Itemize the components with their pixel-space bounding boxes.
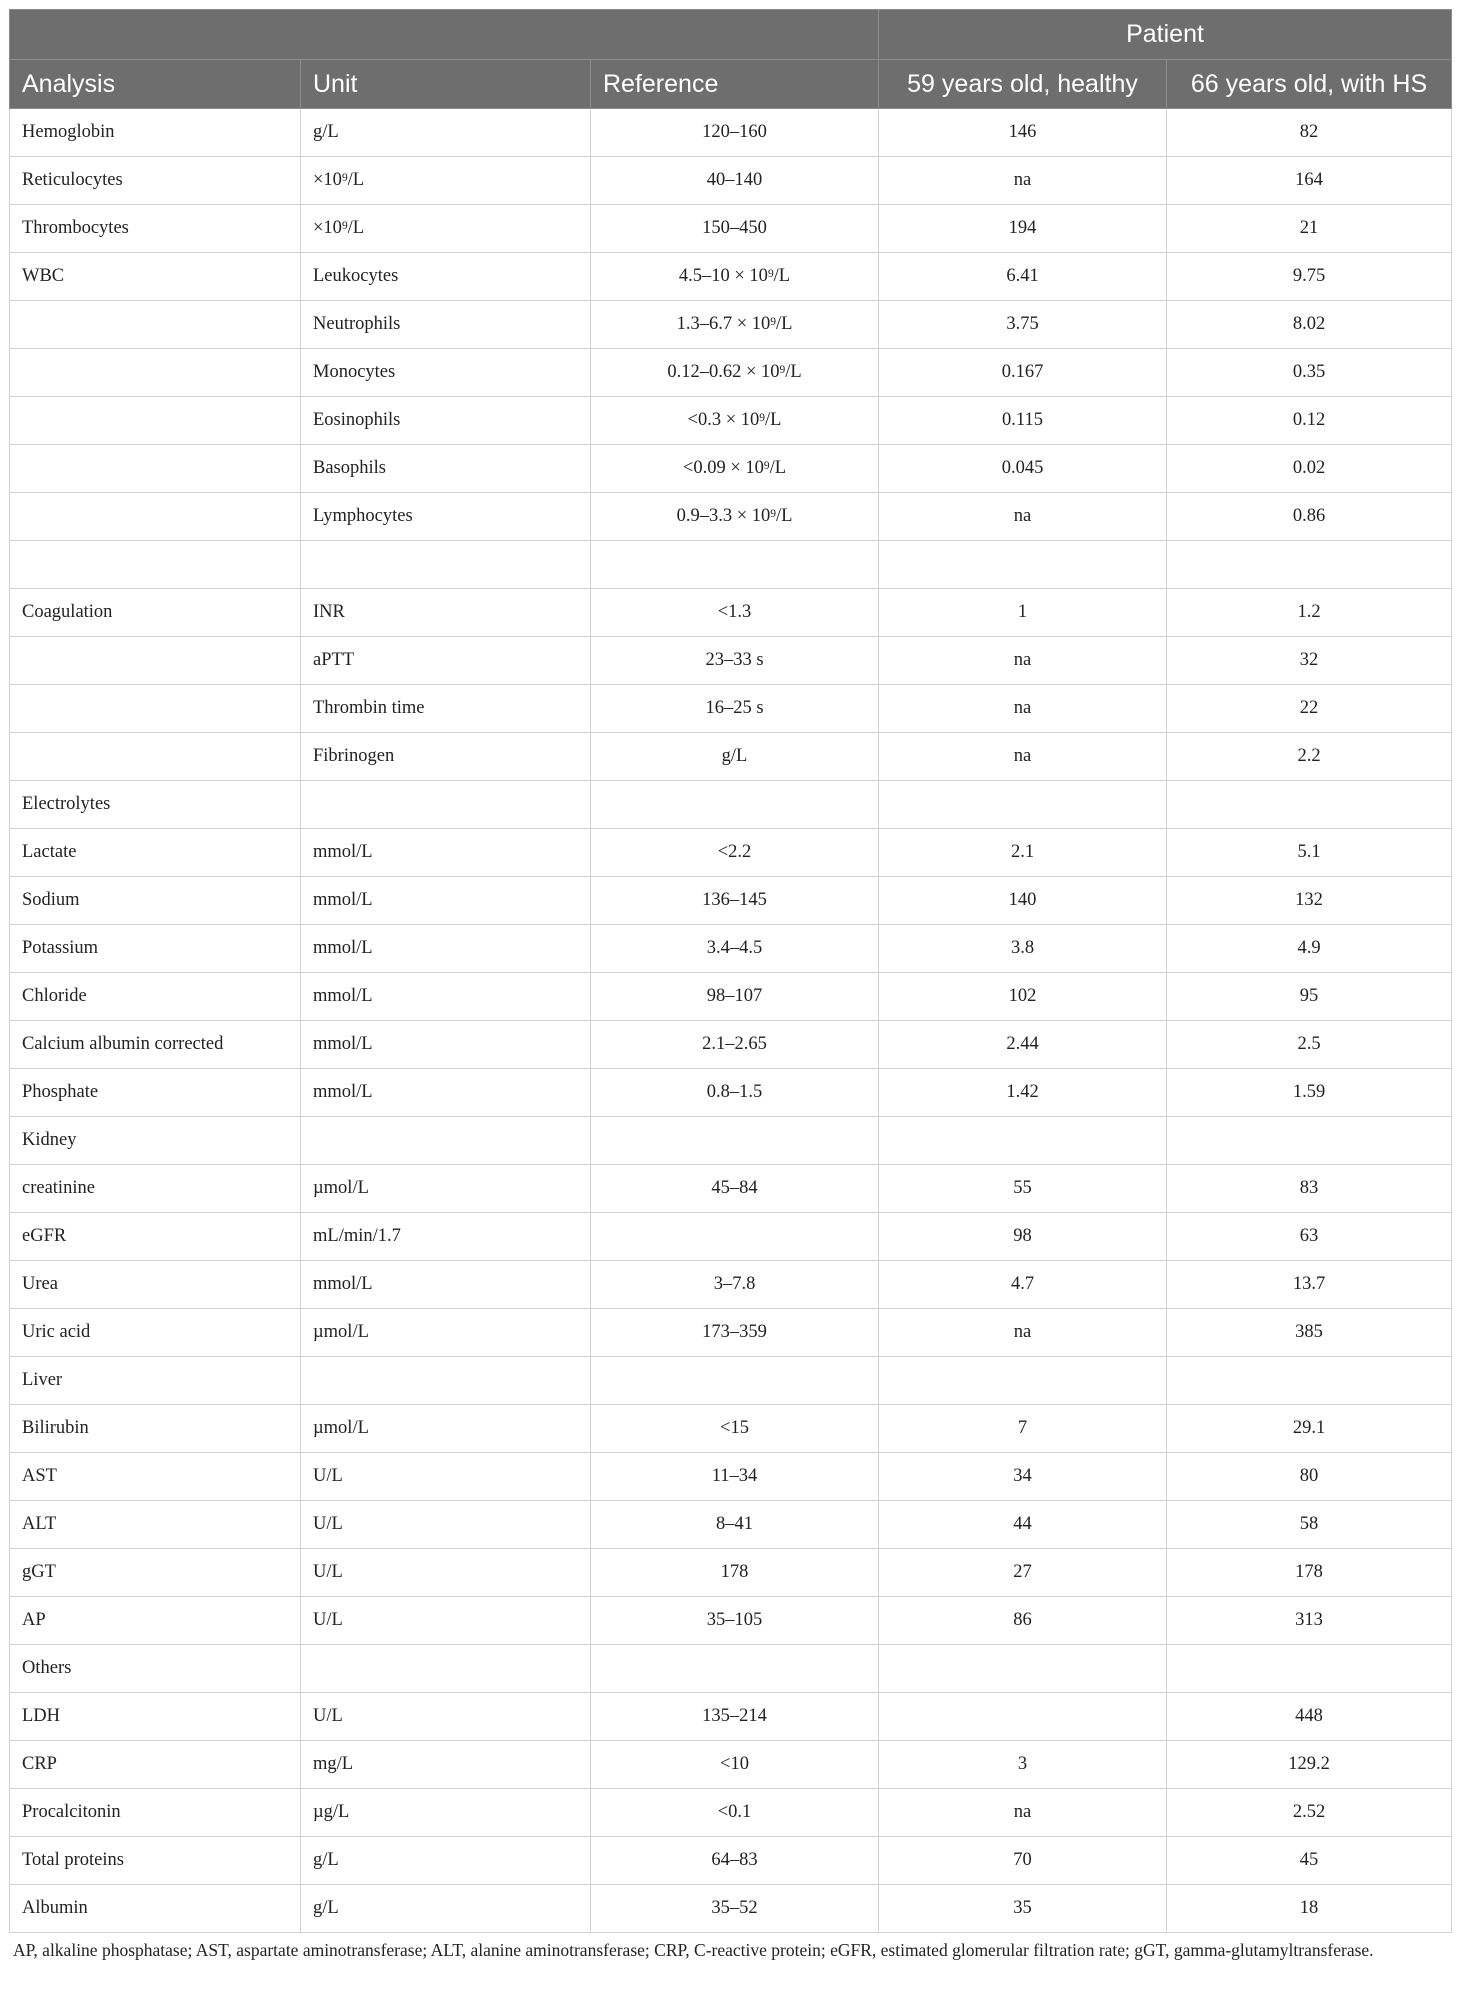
- cell-reference: <15: [591, 1405, 879, 1453]
- cell-unit: INR: [301, 589, 591, 637]
- cell-reference: 0.8–1.5: [591, 1069, 879, 1117]
- table-container: [9, 9, 1451, 1962]
- cell-unit: Thrombin time: [301, 685, 591, 733]
- cell-unit: $\times 10^9/L$: [301, 205, 591, 253]
- cell-unit: U/L: [301, 1549, 591, 1597]
- cell-healthy: 70: [879, 1837, 1167, 1885]
- header-group-spacer: [10, 10, 879, 60]
- cell-reference: $0.9-3.3 \times 10^9/L$: [591, 493, 879, 541]
- cell-reference: 2.1–2.65: [591, 1021, 879, 1069]
- table-row: [10, 1069, 1452, 1117]
- table-row: [10, 1597, 1452, 1645]
- cell-hs: 448: [1167, 1693, 1452, 1741]
- cell-healthy: 2.1: [879, 829, 1167, 877]
- cell-reference: 150–450: [591, 205, 879, 253]
- cell-reference: 35–52: [591, 1885, 879, 1933]
- table-row: [10, 541, 1452, 589]
- cell-healthy: na: [879, 733, 1167, 781]
- table-row: [10, 493, 1452, 541]
- cell-analysis: Coagulation: [10, 589, 301, 637]
- cell-healthy: [879, 541, 1167, 589]
- cell-analysis: gGT: [10, 1549, 301, 1597]
- header-group-patient: Patient: [879, 10, 1452, 60]
- cell-reference: $1.3-6.7 \times 10^9/L$: [591, 301, 879, 349]
- cell-unit: mmol/L: [301, 1261, 591, 1309]
- cell-hs: 1.59: [1167, 1069, 1452, 1117]
- cell-hs: 13.7: [1167, 1261, 1452, 1309]
- cell-hs: 95: [1167, 973, 1452, 1021]
- cell-unit: [301, 1645, 591, 1693]
- cell-hs: 129.2: [1167, 1741, 1452, 1789]
- table-row: [10, 1789, 1452, 1837]
- cell-healthy: 86: [879, 1597, 1167, 1645]
- cell-reference: 178: [591, 1549, 879, 1597]
- table-row: [10, 877, 1452, 925]
- table-row: [10, 1453, 1452, 1501]
- cell-hs: [1167, 541, 1452, 589]
- cell-analysis: Uric acid: [10, 1309, 301, 1357]
- table-row: [10, 829, 1452, 877]
- cell-hs: 2.5: [1167, 1021, 1452, 1069]
- cell-reference: $<0.3 \times 10^9/L$: [591, 397, 879, 445]
- cell-unit: mmol/L: [301, 1069, 591, 1117]
- cell-healthy: 102: [879, 973, 1167, 1021]
- header-column-row: [10, 60, 1452, 109]
- table-row: [10, 733, 1452, 781]
- cell-healthy: 55: [879, 1165, 1167, 1213]
- table-row: [10, 397, 1452, 445]
- cell-unit: µmol/L: [301, 1165, 591, 1213]
- cell-healthy: 44: [879, 1501, 1167, 1549]
- cell-hs: 29.1: [1167, 1405, 1452, 1453]
- cell-analysis: Total proteins: [10, 1837, 301, 1885]
- cell-healthy: 7: [879, 1405, 1167, 1453]
- cell-hs: 2.2: [1167, 733, 1452, 781]
- cell-analysis: Reticulocytes: [10, 157, 301, 205]
- cell-analysis: Electrolytes: [10, 781, 301, 829]
- cell-hs: 0.35: [1167, 349, 1452, 397]
- cell-analysis: Liver: [10, 1357, 301, 1405]
- cell-analysis: Others: [10, 1645, 301, 1693]
- cell-hs: 4.9: [1167, 925, 1452, 973]
- table-row: [10, 1165, 1452, 1213]
- table-row: [10, 685, 1452, 733]
- cell-unit: mmol/L: [301, 877, 591, 925]
- cell-unit: [301, 1357, 591, 1405]
- cell-hs: 32: [1167, 637, 1452, 685]
- cell-reference: 173–359: [591, 1309, 879, 1357]
- cell-analysis: [10, 301, 301, 349]
- cell-reference: 135–214: [591, 1693, 879, 1741]
- table-row: [10, 1117, 1452, 1165]
- cell-healthy: 0.167: [879, 349, 1167, 397]
- cell-healthy: 3: [879, 1741, 1167, 1789]
- cell-reference: <2.2: [591, 829, 879, 877]
- cell-hs: 178: [1167, 1549, 1452, 1597]
- cell-healthy: 146: [879, 109, 1167, 157]
- cell-reference: 64–83: [591, 1837, 879, 1885]
- cell-healthy: 140: [879, 877, 1167, 925]
- table-row: [10, 1309, 1452, 1357]
- cell-healthy: 34: [879, 1453, 1167, 1501]
- cell-unit: Monocytes: [301, 349, 591, 397]
- cell-hs: 132: [1167, 877, 1452, 925]
- cell-hs: 22: [1167, 685, 1452, 733]
- cell-reference: [591, 1645, 879, 1693]
- cell-hs: 45: [1167, 1837, 1452, 1885]
- cell-unit: U/L: [301, 1501, 591, 1549]
- table-row: [10, 1405, 1452, 1453]
- cell-analysis: LDH: [10, 1693, 301, 1741]
- cell-analysis: Sodium: [10, 877, 301, 925]
- cell-hs: 1.2: [1167, 589, 1452, 637]
- cell-unit: U/L: [301, 1597, 591, 1645]
- cell-analysis: [10, 733, 301, 781]
- cell-healthy: 3.8: [879, 925, 1167, 973]
- cell-analysis: WBC: [10, 253, 301, 301]
- table-row: [10, 253, 1452, 301]
- table-row: [10, 349, 1452, 397]
- cell-healthy: [879, 1645, 1167, 1693]
- column-header-reference: Reference: [591, 60, 879, 109]
- cell-unit: U/L: [301, 1453, 591, 1501]
- table-row: [10, 589, 1452, 637]
- cell-reference: [591, 781, 879, 829]
- table-row: [10, 157, 1452, 205]
- table-footnote: AP, alkaline phosphatase; AST, aspartate aminotransferase; ALT, alanine aminotransferase; CRP, C-reactive protein; eGFR, estimated glomerular filtration rate; gGT, gamma-glutamyltransferase.: [13, 1940, 1374, 1960]
- cell-unit: aPTT: [301, 637, 591, 685]
- cell-reference: <1.3: [591, 589, 879, 637]
- cell-hs: 8.02: [1167, 301, 1452, 349]
- table-row: [10, 1837, 1452, 1885]
- cell-hs: 9.75: [1167, 253, 1452, 301]
- cell-reference: g/L: [591, 733, 879, 781]
- cell-analysis: AP: [10, 1597, 301, 1645]
- table-row: [10, 781, 1452, 829]
- cell-healthy: [879, 1693, 1167, 1741]
- cell-healthy: 194: [879, 205, 1167, 253]
- cell-hs: [1167, 1357, 1452, 1405]
- header-group-row: [10, 10, 1452, 60]
- cell-analysis: Chloride: [10, 973, 301, 1021]
- cell-analysis: Phosphate: [10, 1069, 301, 1117]
- cell-hs: 83: [1167, 1165, 1452, 1213]
- cell-reference: 16–25 s: [591, 685, 879, 733]
- table-body: [10, 109, 1452, 1933]
- cell-reference: <10: [591, 1741, 879, 1789]
- cell-unit: Fibrinogen: [301, 733, 591, 781]
- lab-results-table: [9, 9, 1452, 1933]
- column-header-analysis: Analysis: [10, 60, 301, 109]
- cell-unit: $\times 10^9/L$: [301, 157, 591, 205]
- table-row: [10, 1741, 1452, 1789]
- cell-healthy: 35: [879, 1885, 1167, 1933]
- cell-reference: 3–7.8: [591, 1261, 879, 1309]
- cell-reference: 120–160: [591, 109, 879, 157]
- table-row: [10, 1501, 1452, 1549]
- cell-hs: 385: [1167, 1309, 1452, 1357]
- cell-analysis: Urea: [10, 1261, 301, 1309]
- column-header-unit: Unit: [301, 60, 591, 109]
- cell-unit: g/L: [301, 1837, 591, 1885]
- cell-analysis: ALT: [10, 1501, 301, 1549]
- cell-unit: µg/L: [301, 1789, 591, 1837]
- column-header-patient-healthy: 59 years old, healthy: [879, 60, 1167, 109]
- cell-analysis: [10, 349, 301, 397]
- cell-reference: <0.1: [591, 1789, 879, 1837]
- table-row: [10, 637, 1452, 685]
- cell-unit: Eosinophils: [301, 397, 591, 445]
- table-row: [10, 109, 1452, 157]
- cell-reference: $0.12-0.62 \times 10^9/L$: [591, 349, 879, 397]
- cell-hs: 82: [1167, 109, 1452, 157]
- cell-reference: 136–145: [591, 877, 879, 925]
- table-row: [10, 973, 1452, 1021]
- cell-healthy: 98: [879, 1213, 1167, 1261]
- cell-healthy: 3.75: [879, 301, 1167, 349]
- cell-hs: 5.1: [1167, 829, 1452, 877]
- cell-hs: 58: [1167, 1501, 1452, 1549]
- cell-analysis: Thrombocytes: [10, 205, 301, 253]
- cell-reference: $4.5-10 \times 10^9/L$: [591, 253, 879, 301]
- cell-unit: mmol/L: [301, 973, 591, 1021]
- table-row: [10, 1261, 1452, 1309]
- cell-unit: mmol/L: [301, 925, 591, 973]
- cell-healthy: na: [879, 685, 1167, 733]
- cell-healthy: na: [879, 637, 1167, 685]
- column-header-patient-hs: 66 years old, with HS: [1167, 60, 1452, 109]
- cell-hs: 164: [1167, 157, 1452, 205]
- table-row: [10, 205, 1452, 253]
- cell-healthy: [879, 1117, 1167, 1165]
- cell-healthy: 27: [879, 1549, 1167, 1597]
- cell-reference: [591, 1357, 879, 1405]
- cell-reference: $<0.09 \times 10^9/L$: [591, 445, 879, 493]
- cell-analysis: [10, 445, 301, 493]
- cell-analysis: [10, 397, 301, 445]
- cell-unit: mL/min/1.7: [301, 1213, 591, 1261]
- cell-analysis: Albumin: [10, 1885, 301, 1933]
- cell-hs: 2.52: [1167, 1789, 1452, 1837]
- cell-unit: Neutrophils: [301, 301, 591, 349]
- cell-unit: [301, 541, 591, 589]
- cell-hs: 18: [1167, 1885, 1452, 1933]
- cell-reference: 8–41: [591, 1501, 879, 1549]
- cell-analysis: [10, 541, 301, 589]
- table-row: [10, 925, 1452, 973]
- cell-hs: 0.86: [1167, 493, 1452, 541]
- cell-healthy: na: [879, 1309, 1167, 1357]
- cell-unit: Basophils: [301, 445, 591, 493]
- cell-analysis: Bilirubin: [10, 1405, 301, 1453]
- cell-hs: 313: [1167, 1597, 1452, 1645]
- table-row: [10, 1549, 1452, 1597]
- table-header: [10, 10, 1452, 109]
- cell-analysis: Procalcitonin: [10, 1789, 301, 1837]
- cell-hs: 21: [1167, 205, 1452, 253]
- cell-analysis: [10, 637, 301, 685]
- cell-analysis: eGFR: [10, 1213, 301, 1261]
- cell-analysis: Hemoglobin: [10, 109, 301, 157]
- cell-reference: 23–33 s: [591, 637, 879, 685]
- cell-unit: mmol/L: [301, 1021, 591, 1069]
- cell-reference: [591, 541, 879, 589]
- cell-healthy: 4.7: [879, 1261, 1167, 1309]
- cell-healthy: 1.42: [879, 1069, 1167, 1117]
- cell-healthy: [879, 1357, 1167, 1405]
- cell-reference: 45–84: [591, 1165, 879, 1213]
- cell-healthy: 0.115: [879, 397, 1167, 445]
- table-row: [10, 301, 1452, 349]
- cell-unit: g/L: [301, 109, 591, 157]
- table-row: [10, 1885, 1452, 1933]
- cell-analysis: Calcium albumin corrected: [10, 1021, 301, 1069]
- cell-healthy: 0.045: [879, 445, 1167, 493]
- cell-hs: [1167, 781, 1452, 829]
- cell-hs: [1167, 1645, 1452, 1693]
- cell-reference: 11–34: [591, 1453, 879, 1501]
- cell-unit: mg/L: [301, 1741, 591, 1789]
- cell-healthy: 2.44: [879, 1021, 1167, 1069]
- cell-analysis: CRP: [10, 1741, 301, 1789]
- cell-unit: Leukocytes: [301, 253, 591, 301]
- cell-hs: [1167, 1117, 1452, 1165]
- cell-healthy: [879, 781, 1167, 829]
- table-row: [10, 445, 1452, 493]
- cell-analysis: creatinine: [10, 1165, 301, 1213]
- table-row: [10, 1357, 1452, 1405]
- cell-unit: Lymphocytes: [301, 493, 591, 541]
- cell-analysis: Lactate: [10, 829, 301, 877]
- cell-hs: 0.12: [1167, 397, 1452, 445]
- cell-healthy: na: [879, 157, 1167, 205]
- cell-hs: 63: [1167, 1213, 1452, 1261]
- table-row: [10, 1213, 1452, 1261]
- cell-healthy: na: [879, 493, 1167, 541]
- cell-analysis: Potassium: [10, 925, 301, 973]
- cell-healthy: 1: [879, 589, 1167, 637]
- table-row: [10, 1021, 1452, 1069]
- cell-unit: mmol/L: [301, 829, 591, 877]
- cell-analysis: [10, 493, 301, 541]
- table-row: [10, 1645, 1452, 1693]
- cell-unit: g/L: [301, 1885, 591, 1933]
- cell-unit: µmol/L: [301, 1309, 591, 1357]
- cell-unit: µmol/L: [301, 1405, 591, 1453]
- cell-unit: [301, 781, 591, 829]
- cell-reference: 35–105: [591, 1597, 879, 1645]
- cell-unit: [301, 1117, 591, 1165]
- cell-hs: 80: [1167, 1453, 1452, 1501]
- cell-reference: 40–140: [591, 157, 879, 205]
- cell-healthy: 6.41: [879, 253, 1167, 301]
- cell-reference: [591, 1117, 879, 1165]
- cell-reference: 3.4–4.5: [591, 925, 879, 973]
- cell-hs: 0.02: [1167, 445, 1452, 493]
- cell-analysis: Kidney: [10, 1117, 301, 1165]
- cell-analysis: [10, 685, 301, 733]
- cell-reference: [591, 1213, 879, 1261]
- cell-reference: 98–107: [591, 973, 879, 1021]
- table-row: [10, 1693, 1452, 1741]
- cell-analysis: AST: [10, 1453, 301, 1501]
- cell-unit: U/L: [301, 1693, 591, 1741]
- cell-healthy: na: [879, 1789, 1167, 1837]
